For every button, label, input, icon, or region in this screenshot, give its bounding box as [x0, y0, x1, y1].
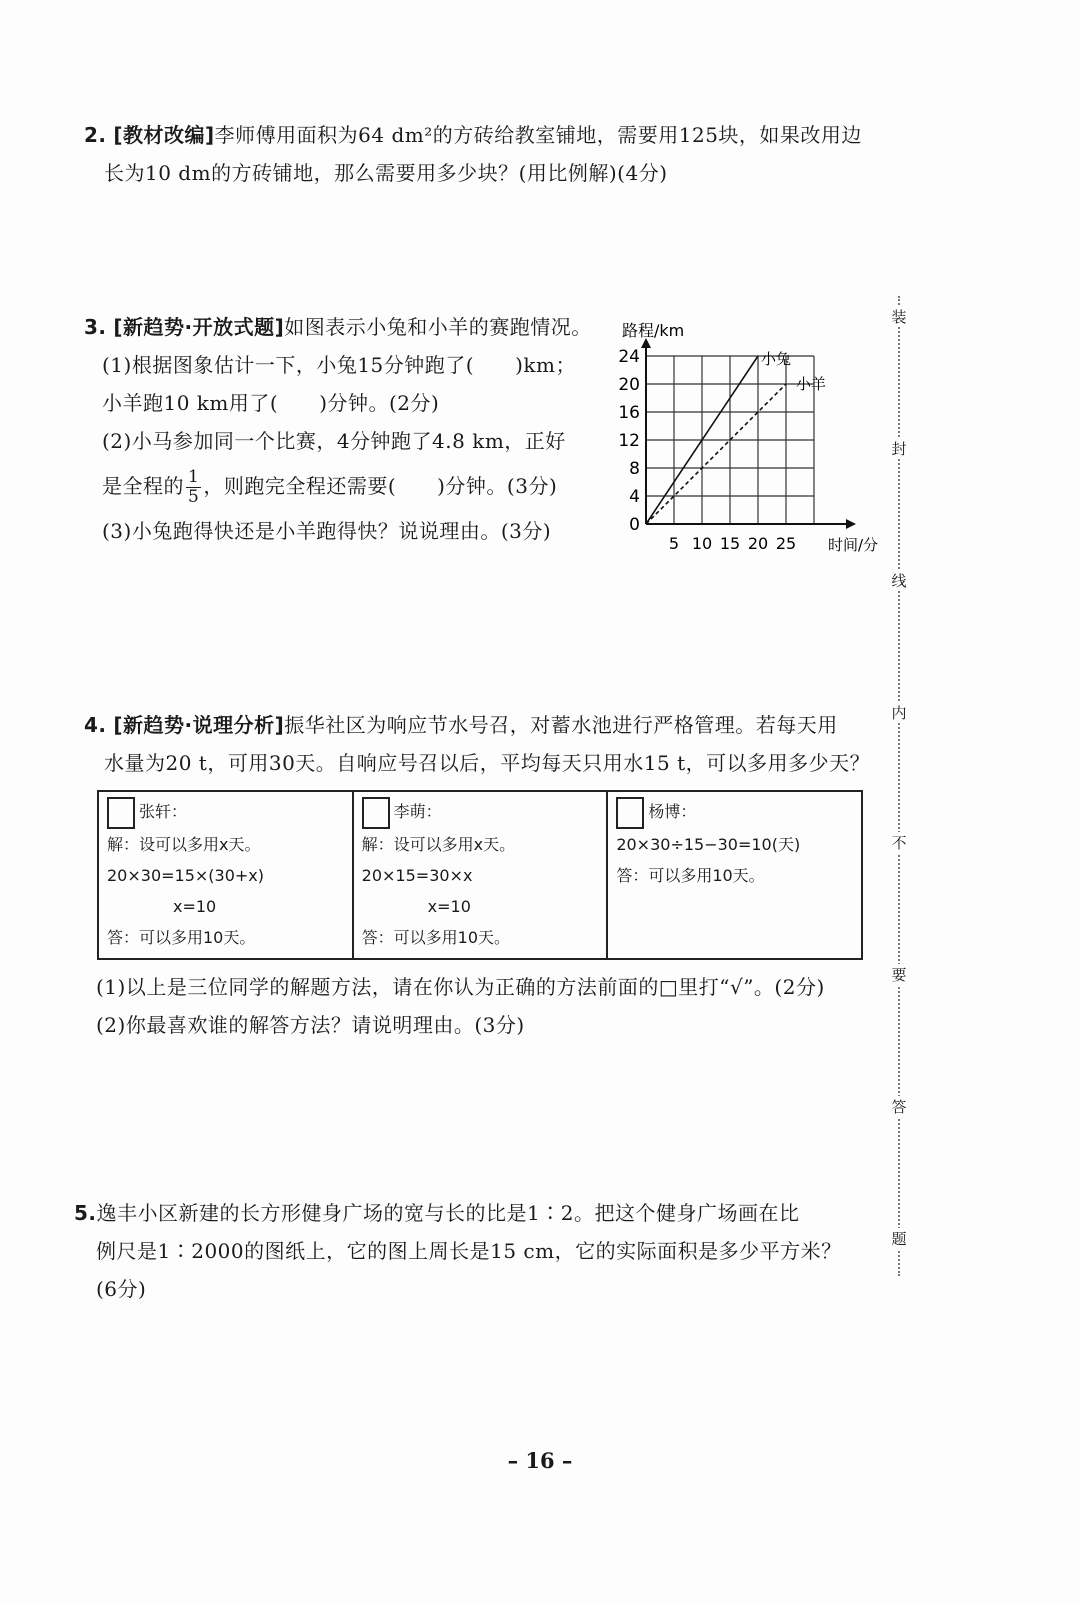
- q3-number: 3.: [84, 315, 107, 339]
- solution-line: 20×15=30×x: [361, 865, 473, 885]
- solution-yangbo: [607, 791, 862, 959]
- y-tick-label: 24: [618, 347, 640, 367]
- y-tick-label: 12: [618, 431, 640, 451]
- series-label-sheep: 小羊: [796, 375, 827, 393]
- student-name: 杨博：: [648, 802, 697, 821]
- solution-line: 20×30=15×(30+x): [107, 865, 265, 885]
- binding-char: 答: [889, 1096, 909, 1117]
- q3-part2b-post: ，则跑完全程还需要( )分钟。(3分): [203, 474, 558, 498]
- question-4-parts: [96, 968, 825, 1044]
- q5-number: 5.: [74, 1201, 97, 1225]
- series-line-sheep: [646, 384, 786, 524]
- q4-number: 4.: [84, 713, 107, 737]
- question-5: [74, 1194, 842, 1308]
- solutions-table: [97, 790, 863, 960]
- question-3: [84, 308, 592, 550]
- x-axis-arrow: [846, 519, 856, 529]
- y-tick-label: 20: [618, 375, 640, 395]
- binding-char: 线: [889, 570, 909, 591]
- y-tick-label: 4: [629, 487, 640, 507]
- x-tick-label: 15: [719, 534, 741, 553]
- binding-char: 题: [889, 1228, 909, 1249]
- x-tick-label: 10: [691, 534, 713, 553]
- student-name: 李萌：: [393, 802, 442, 821]
- checkbox-yangbo[interactable]: [616, 797, 644, 829]
- q3-part1b: 小羊跑10 km用了( )分钟。(2分): [102, 391, 440, 415]
- solution-line: 解：设可以多用x天。: [361, 834, 516, 854]
- q4-line1: 振华社区为响应节水号召，对蓄水池进行严格管理。若每天用: [284, 713, 838, 737]
- q3-part2a: (2)小马参加同一个比赛，4分钟跑了4.8 km，正好: [102, 429, 566, 453]
- binding-char: 装: [889, 306, 909, 327]
- q4-part1: (1)以上是三位同学的解题方法，请在你认为正确的方法前面的□里打“√”。(2分): [96, 975, 825, 999]
- fraction-denominator: 5: [188, 487, 200, 507]
- student-name: 张轩：: [139, 802, 188, 821]
- binding-char: 不: [889, 832, 909, 853]
- fraction-numerator: 1: [188, 467, 200, 487]
- q3-tag: [新趋势·开放式题]: [113, 315, 285, 339]
- checkbox-zhangxuan[interactable]: [107, 797, 135, 829]
- q2-tag: [教材改编]: [113, 123, 215, 147]
- q3-part1a: (1)根据图象估计一下，小兔15分钟跑了( )km；: [102, 353, 576, 377]
- solution-limeng: [353, 791, 608, 959]
- q5-line1: 逸丰小区新建的长方形健身广场的宽与长的比是1∶2。把这个健身广场画在比: [96, 1201, 800, 1225]
- x-tick-label: 25: [775, 534, 797, 553]
- q4-line2: 水量为20 t，可用30天。自响应号召以后，平均每天只用水15 t，可以多用多少天？: [104, 751, 871, 775]
- page-number: – 16 –: [507, 1448, 573, 1473]
- x-tick-label: 20: [747, 534, 769, 553]
- question-4: [84, 706, 870, 782]
- q2-number: 2.: [84, 123, 107, 147]
- x-axis-label: 时间/分: [828, 536, 879, 554]
- q3-intro: 如图表示小兔和小羊的赛跑情况。: [284, 315, 592, 339]
- q3-part3: (3)小兔跑得快还是小羊跑得快？说说理由。(3分): [102, 519, 552, 543]
- q5-line3: (6分): [96, 1277, 147, 1301]
- q2-line2: 长为10 dm的方砖铺地，那么需要用多少块？(用比例解)(4分): [104, 161, 668, 185]
- y-tick-label: 8: [629, 459, 640, 479]
- solution-line: x=10: [427, 896, 471, 916]
- solution-line: 答：可以多用10天。: [107, 927, 256, 947]
- checkbox-limeng[interactable]: [362, 797, 390, 829]
- q4-tag: [新趋势·说理分析]: [113, 713, 285, 737]
- y-axis-label: 路程/km: [622, 321, 685, 340]
- chart-axes: [641, 338, 856, 529]
- binding-char: 封: [889, 438, 909, 459]
- binding-char: 内: [889, 702, 909, 723]
- y-tick-label: 0: [629, 515, 640, 535]
- x-tick-label: 5: [668, 534, 680, 553]
- solution-line: 答：可以多用10天。: [361, 927, 511, 947]
- series-label-rabbit: 小兔: [761, 350, 792, 368]
- question-2: [84, 116, 862, 192]
- y-tick-label: 16: [618, 403, 640, 423]
- solution-zhangxuan: [98, 791, 353, 959]
- q5-line2: 例尺是1∶2000的图纸上，它的图上周长是15 cm，它的实际面积是多少平方米？: [96, 1239, 842, 1263]
- binding-char: 要: [889, 964, 909, 985]
- fraction-one-fifth: [186, 468, 201, 507]
- q4-part2: (2)你最喜欢谁的解答方法？请说明理由。(3分): [96, 1013, 525, 1037]
- solution-line: 20×30÷15−30=10(天): [616, 834, 801, 854]
- q2-line1: 李师傅用面积为64 dm²的方砖给教室铺地，需要用125块，如果改用边: [214, 123, 862, 147]
- q3-part2b-pre: 是全程的: [102, 474, 184, 498]
- solution-line: x=10: [173, 896, 217, 916]
- solution-line: 答：可以多用10天。: [616, 865, 765, 885]
- solution-line: 解：设可以多用x天。: [107, 834, 261, 854]
- race-chart: [612, 318, 884, 558]
